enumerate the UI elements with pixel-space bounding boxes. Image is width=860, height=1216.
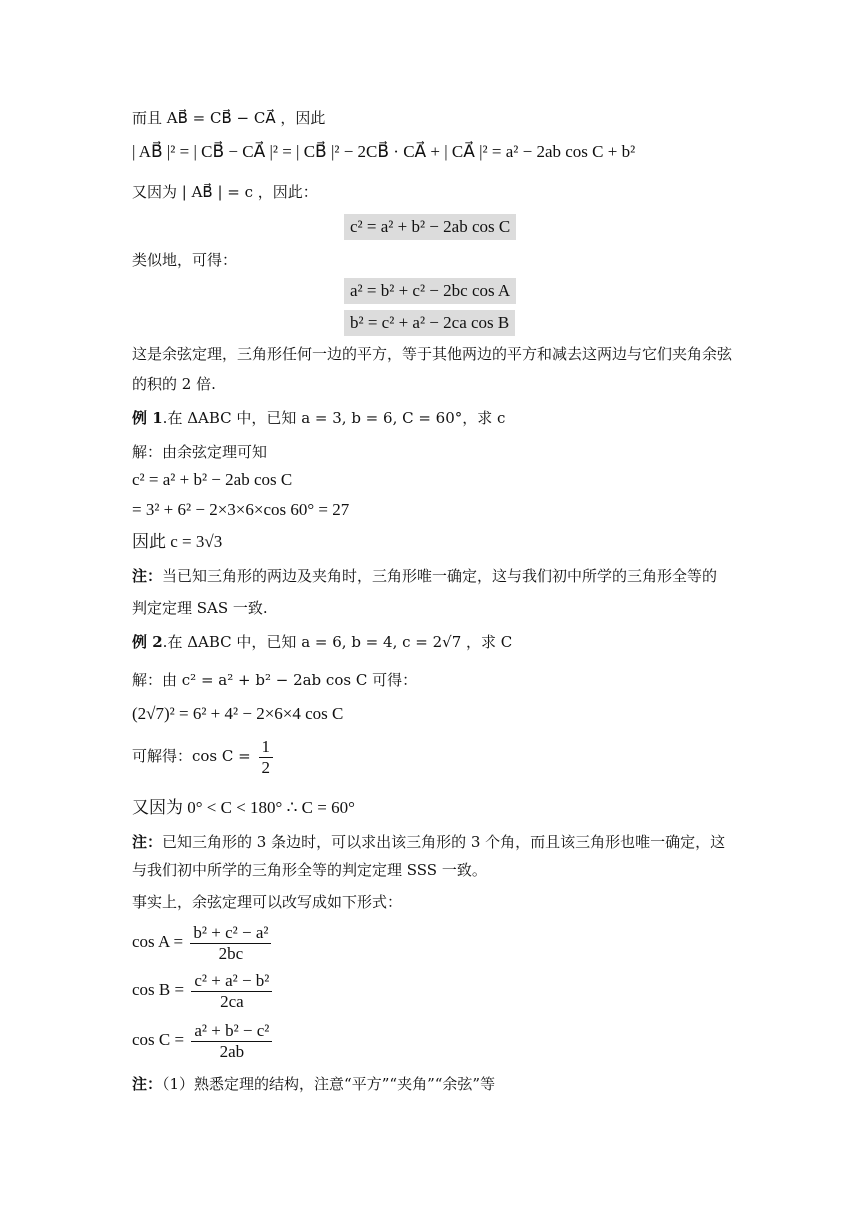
example-label: 例 1 [132, 409, 163, 427]
fraction [190, 923, 271, 964]
text-line: 事实上，余弦定理可以改写成如下形式： [132, 893, 403, 911]
fraction [191, 971, 272, 1012]
formula-line: (2√7)² = 6² + 4² − 2×6×4 cos C [132, 704, 344, 723]
text-line: 类似地，可得： [132, 251, 238, 269]
formula-prefix: cos A = [132, 932, 184, 951]
formula-line: c² = a² + b² − 2ab cos C [132, 470, 293, 489]
denominator: 2 [261, 757, 270, 777]
highlighted-formula: b² = c² + a² − 2ca cos B [344, 310, 515, 336]
example-label: 例 2 [132, 633, 163, 651]
text-line: 而且 AB⃗ = CB⃗ − CA⃗ ，因此 [132, 109, 326, 127]
fraction [191, 1021, 272, 1062]
note-label: 注： [132, 567, 163, 585]
note-text: （1）熟悉定理的结构，注意“平方”“夹角”“余弦”等 [162, 1075, 496, 1093]
numerator: a² + b² − c² [191, 1021, 272, 1042]
text-line: 解：由余弦定理可知 [132, 443, 268, 461]
text-line: 解：由 c² = a² + b² − 2ab cos C 可得： [132, 671, 418, 689]
denominator: 2ca [220, 991, 244, 1011]
note-2 [132, 830, 725, 854]
numerator: c² + a² − b² [191, 971, 272, 992]
highlighted-formula: a² = b² + c² − 2bc cos A [344, 278, 516, 304]
note-text: 当已知三角形的两边及夹角时，三角形唯一确定，这与我们初中所学的三角形全等的 [162, 567, 718, 585]
text-line: 又因为 | AB⃗ | = c ，因此： [132, 183, 318, 201]
denominator: 2ab [219, 1041, 245, 1061]
note-label: 注： [132, 833, 163, 851]
example-1 [132, 406, 505, 430]
example-2 [132, 630, 512, 654]
formula-prefix: cos B = [132, 980, 185, 999]
note-text: 已知三角形的 3 条边时，可以求出该三角形的 3 个角，而且该三角形也唯一确定，这 [162, 833, 726, 851]
formula-cos-b [132, 968, 275, 1012]
formula-line [132, 734, 276, 778]
formula-cos-c [132, 1018, 275, 1062]
formula-cos-a [132, 920, 274, 964]
highlighted-formula: c² = a² + b² − 2ab cos C [344, 214, 516, 240]
formula-line: = 3² + 6² − 2×3×6×cos 60° = 27 [132, 500, 350, 519]
note-label: 注： [132, 1075, 163, 1093]
formula-prefix: cos C = [132, 1030, 185, 1049]
numerator: 1 [259, 737, 274, 758]
formula-line: 因此 c = 3√3 [132, 532, 223, 551]
formula-line: 又因为 0° < C < 180° ∴ C = 60° [132, 798, 355, 817]
numerator: b² + c² − a² [190, 923, 271, 944]
fraction [259, 737, 274, 778]
denominator: 2bc [218, 943, 244, 963]
note-1 [132, 564, 717, 588]
note-3 [132, 1072, 495, 1096]
example-text: .在 ΔABC 中，已知 a = 6, b = 4, c = 2√7 ，求 C [162, 633, 513, 651]
text-line: 判定定理 SAS 一致. [132, 599, 268, 617]
text-line: 这是余弦定理，三角形任何一边的平方，等于其他两边的平方和减去这两边与它们夹角余弦 [132, 345, 733, 363]
formula-line: | AB⃗ |² = | CB⃗ − CA⃗ |² = | CB⃗ |² − 2CB⃗ · CA⃗ + | CA⃗ |² = a² − 2ab cos C + b² [132, 142, 636, 161]
example-text: .在 ΔABC 中，已知 a = 3, b = 6, C = 60°，求 c [162, 409, 506, 427]
text-line: 的积的 2 倍. [132, 375, 216, 393]
formula-prefix: 可解得：cos C = [132, 747, 251, 765]
text-line: 与我们初中所学的三角形全等的判定定理 SSS 一致。 [132, 861, 487, 879]
